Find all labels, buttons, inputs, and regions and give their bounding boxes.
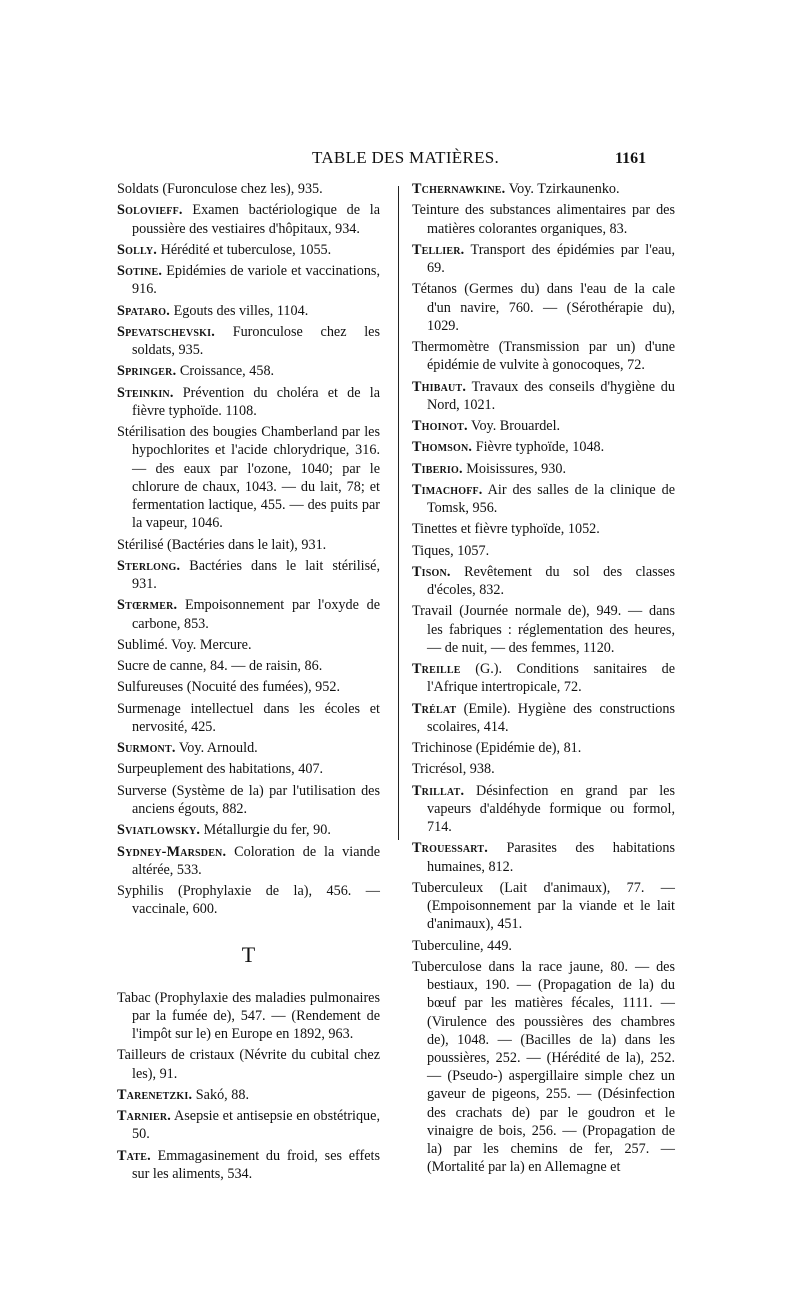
entry-text: Voy. Arnould. <box>175 740 258 757</box>
entry-text: Moisissures, 930. <box>462 460 566 477</box>
index-list-s <box>117 180 380 918</box>
entry-text: Emmagasinement du froid, ses effets sur les aliments, 534. <box>132 1147 380 1182</box>
index-entry <box>412 839 675 875</box>
index-entry <box>412 602 675 657</box>
entry-text: Teinture des substances alimentaires par des matières colorantes organiques, 83. <box>412 202 675 237</box>
index-entry <box>117 536 380 554</box>
entry-text: Trichinose (Epidémie de), 81. <box>412 740 582 757</box>
index-entry <box>117 302 380 320</box>
entry-text: Tétanos (Germes du) dans l'eau de la cale d'un navire, 760. — (Sérothérapie du), 1029. <box>412 281 675 334</box>
entry-text: Epidémies de variole et vaccinations, 916. <box>132 263 380 298</box>
entry-author: Tate. <box>117 1147 151 1164</box>
entry-text: Surmenage intellectuel dans les écoles et nervosité, 425. <box>117 700 380 735</box>
index-entry <box>117 678 380 696</box>
page-number: 1161 <box>615 150 647 167</box>
entry-author: Springer. <box>117 363 177 380</box>
index-entry <box>412 520 675 538</box>
index-entry <box>117 989 380 1044</box>
entry-author: Trélat <box>412 700 457 717</box>
index-entry <box>412 378 675 414</box>
entry-text: Croissance, 458. <box>176 363 275 380</box>
entry-text: (G.). Conditions sanitaires de l'Afrique intertropicale, 72. <box>427 661 675 696</box>
entry-text: Hérédité et tuberculose, 1055. <box>157 241 332 258</box>
entry-text: Voy. Brouardel. <box>467 418 561 434</box>
entry-author: Sviatlowsky. <box>117 822 201 839</box>
index-entry <box>117 821 380 839</box>
index-entry <box>117 180 380 198</box>
entry-text: Stérilisé (Bactéries dans le lait), 931. <box>117 536 327 553</box>
index-entry <box>412 280 675 335</box>
entry-author: Spevatschevski. <box>117 323 215 340</box>
entry-text: Stérilisation des bougies Chamberland par les hypochlorites et l'acide chlorydrique, 316. — des eaux par l'ozone, 1040; par le chlorure de chaux, 1043. — du lait, 78; et fermentation lactique, 455. — des puits par la vapeur, 1046. <box>117 424 380 532</box>
index-entry <box>117 1046 380 1082</box>
index-list-t <box>117 989 380 1183</box>
index-entry <box>412 180 675 198</box>
entry-author: Thomson. <box>412 439 473 456</box>
index-entry <box>117 1107 380 1143</box>
index-entry <box>117 557 380 593</box>
entry-text: Tiques, 1057. <box>412 542 490 559</box>
entry-author: Solly. <box>117 241 158 258</box>
right-column <box>412 180 675 1180</box>
index-entry <box>117 843 380 879</box>
entry-author: Tchernawkine. <box>412 181 506 197</box>
index-entry <box>117 423 380 532</box>
index-entry <box>412 660 675 696</box>
entry-text: Thermomètre (Transmission par un) d'une épidémie de vulvite à gonocoques, 72. <box>412 339 675 374</box>
entry-text: Tinettes et fièvre typhoïde, 1052. <box>412 521 600 538</box>
section-letter: T <box>241 942 256 968</box>
index-entry <box>117 636 380 654</box>
entry-text: Sublimé. Voy. Mercure. <box>117 636 252 653</box>
index-entry <box>412 563 675 599</box>
index-entry <box>412 338 675 374</box>
index-entry <box>117 241 380 259</box>
entry-author: Tison. <box>412 563 451 580</box>
entry-author: Tarenetzki. <box>117 1086 193 1103</box>
index-entry <box>117 362 380 380</box>
index-entry <box>412 438 675 456</box>
entry-text: Tuberculine, 449. <box>412 937 512 954</box>
index-entry <box>412 700 675 736</box>
index-entry <box>117 323 380 359</box>
entry-text: Surverse (Système de la) par l'utilisation des anciens égouts, 882. <box>117 782 380 817</box>
index-entry <box>412 201 675 237</box>
index-list-t-continued <box>412 180 675 1176</box>
index-entry <box>117 657 380 675</box>
entry-text: Revêtement du sol des classes d'écoles, 832. <box>427 563 675 599</box>
index-entry <box>117 760 380 778</box>
index-entry <box>412 879 675 934</box>
index-entry <box>412 782 675 837</box>
entry-text: Sucre de canne, 84. — de raisin, 86. <box>117 658 323 675</box>
left-column <box>117 180 380 1186</box>
index-entry <box>117 700 380 736</box>
entry-author: Spataro. <box>117 302 171 319</box>
entry-text: Prévention du choléra et de la fièvre typhoïde. 1108. <box>132 384 380 419</box>
entry-text: Sulfureuses (Nocuité des fumées), 952. <box>117 679 341 696</box>
entry-text: Examen bactériologique de la poussière des vestiaires d'hôpitaux, 934. <box>132 202 380 237</box>
entry-text: Voy. Tzirkaunenko. <box>505 181 620 197</box>
entry-text: Tricrésol, 938. <box>412 761 495 778</box>
entry-text: Sakó, 88. <box>192 1086 249 1103</box>
entry-text: Métallurgie du fer, 90. <box>200 822 331 839</box>
entry-author: Stœrmer. <box>117 597 178 614</box>
entry-author: Treille <box>412 661 461 678</box>
entry-text: Egouts des villes, 1104. <box>170 302 309 319</box>
entry-author: Timachoff. <box>412 481 483 498</box>
entry-author: Tellier. <box>412 241 465 258</box>
entry-author: Tiberio. <box>412 460 463 477</box>
entry-author: Surmont. <box>117 740 176 757</box>
entry-author: Sydney-Marsden. <box>117 843 227 860</box>
running-title: TABLE DES MATIÈRES. <box>312 148 500 167</box>
index-entry <box>412 241 675 277</box>
entry-text: Syphilis (Prophylaxie de la), 456. — vaccinale, 600. <box>117 883 380 918</box>
index-entry <box>412 760 675 778</box>
entry-author: Trillat. <box>412 782 465 799</box>
entry-text: Asepsie et antisepsie en obstétrique, 50. <box>132 1108 380 1143</box>
index-entry <box>117 1147 380 1183</box>
entry-author: Steinkin. <box>117 384 174 401</box>
index-entry <box>412 481 675 517</box>
entry-author: Tarnier. <box>117 1108 172 1125</box>
index-entry <box>412 460 675 478</box>
entry-text: Tuberculose dans la race jaune, 80. — des bestiaux, 190. — (Propagation de la) du bœuf par les matières fécales, 1111. — (Virulence des poussières des chambres de), 1048. — (Bacilles de la) dans les poussières, 252. — (Hérédité de la), 252. — (Pseudo-) aspergillaire simple chez un gaveur de pigeons, 255. — (Désinfection des crachats de) par le goudron et le vinaigre de bois, 256. — (Propagation de la) par les chemins de fer, 257. — (Mortalité par la) en Allemagne et <box>412 958 675 1176</box>
entry-text: Tabac (Prophylaxie des maladies pulmonaires par la fumée de), 547. — (Rendement de l'impôt sur le) en Europe en 1892, 963. <box>117 989 380 1043</box>
entry-text: Coloration de la viande altérée, 533. <box>132 843 380 878</box>
entry-text: Tuberculeux (Lait d'animaux), 77. — (Empoisonnement par la viande et le lait d'animaux), 451. <box>412 879 675 933</box>
entry-text: Soldats (Furonculose chez les), 935. <box>117 181 323 197</box>
index-entry <box>117 882 380 918</box>
entry-text: Fièvre typhoïde, 1048. <box>472 439 605 456</box>
entry-text: Furonculose chez les soldats, 935. <box>132 323 380 359</box>
entry-author: Solovieff. <box>117 202 183 219</box>
index-entry <box>412 739 675 757</box>
index-entry <box>412 937 675 955</box>
index-entry <box>412 958 675 1176</box>
index-entry <box>117 596 380 632</box>
entry-author: Trouessart. <box>412 840 488 857</box>
entry-text: Travail (Journée normale de), 949. — dans les fabriques : réglementation des heures, — de nuit, — des femmes, 1120. <box>412 603 675 656</box>
entry-text: Transport des épidémies par l'eau, 69. <box>427 241 675 276</box>
entry-text: Bactéries dans le lait stérilisé, 931. <box>132 557 380 592</box>
index-entry <box>117 1086 380 1104</box>
entry-text: Désinfection en grand par les vapeurs d'aldéhyde formique ou formol, 714. <box>427 782 675 836</box>
index-entry <box>412 542 675 560</box>
entry-text: Surpeuplement des habitations, 407. <box>117 761 324 778</box>
column-divider <box>398 186 399 840</box>
index-entry <box>117 201 380 237</box>
entry-author: Thibaut. <box>412 378 467 395</box>
entry-text: Parasites des habitations humaines, 812. <box>427 840 675 875</box>
entry-author: Thoinot. <box>412 418 468 434</box>
entry-text: Travaux des conseils d'hygiène du Nord, 1021. <box>427 378 675 413</box>
index-entry <box>117 262 380 298</box>
page-header <box>0 148 800 172</box>
entry-author: Sotine. <box>117 263 163 280</box>
index-entry <box>117 782 380 818</box>
entry-author: Sterlong. <box>117 557 181 574</box>
entry-text: Air des salles de la clinique de Tomsk, 956. <box>427 481 675 517</box>
index-entry <box>117 384 380 420</box>
index-entry <box>117 739 380 757</box>
index-entry <box>412 417 675 435</box>
entry-text: (Emile). Hygiène des constructions scolaires, 414. <box>427 700 675 735</box>
entry-text: Tailleurs de cristaux (Névrite du cubital chez les), 91. <box>117 1047 380 1082</box>
entry-text: Empoisonnement par l'oxyde de carbone, 853. <box>132 597 380 632</box>
